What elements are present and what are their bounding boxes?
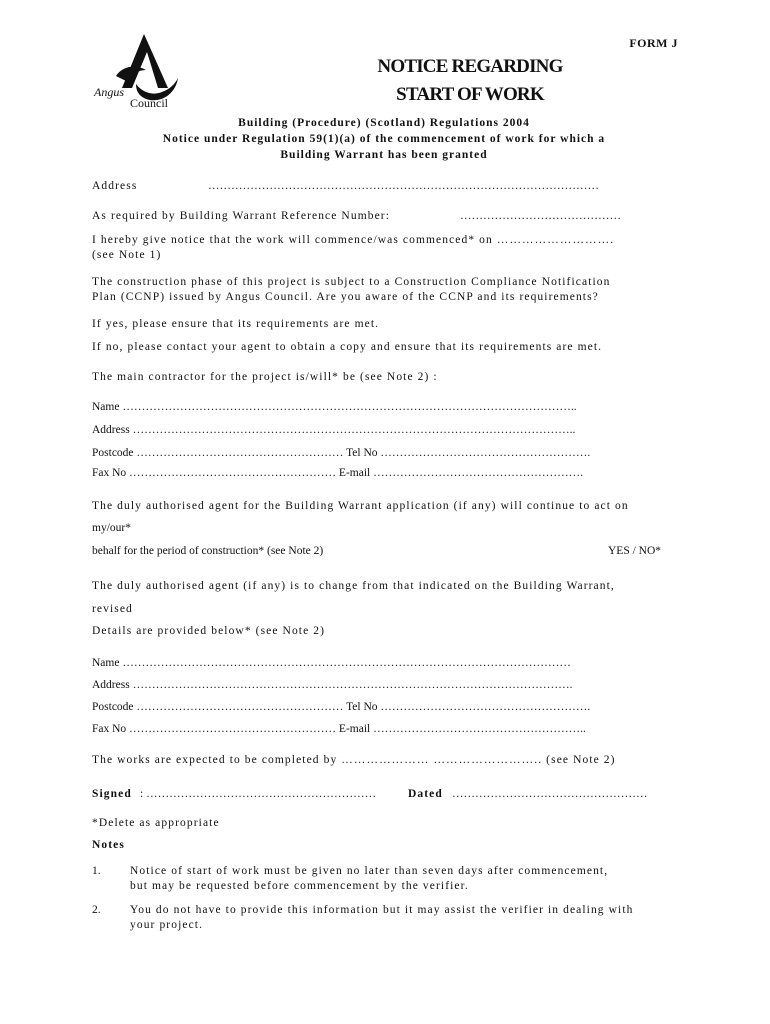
logo-text-council: Council	[130, 96, 168, 110]
agent-text-line-1: The duly authorised agent for the Building Warrant application (if any) will continue to act on	[92, 500, 629, 512]
agent-change-line-1: The duly authorised agent (if any) is to change from that indicated on the Building Warrant,	[92, 580, 615, 592]
commence-statement[interactable]: I hereby give notice that the work will commence/was commenced* on ……………………….	[92, 234, 615, 246]
address-field[interactable]: …………………………………………………………………………………………	[208, 180, 599, 192]
contractor-name-field[interactable]: Name ………………………………………………………………………………………………………..	[92, 401, 577, 413]
delete-note: *Delete as appropriate	[92, 817, 220, 829]
agent-change-line-3: Details are provided below* (see Note 2)	[92, 625, 326, 637]
signed-field[interactable]: : ……………………………………………………	[140, 788, 377, 800]
note-1-line-1: Notice of start of work must be given no later than seven days after commencement,	[130, 865, 609, 877]
subtitle-line-1: Building (Procedure) (Scotland) Regulations 2004	[238, 117, 530, 129]
ccnp-if-yes: If yes, please ensure that its requirements are met.	[92, 318, 380, 330]
note-1-line-2: but may be requested before commencement by the verifier.	[130, 880, 469, 892]
agent-change-line-2: revised	[92, 603, 133, 615]
contractor-postcode-tel-field[interactable]: Postcode ……………………………………………… Tel No ……………………………………………….	[92, 447, 591, 459]
page-title-line-1: NOTICE REGARDING	[377, 56, 563, 77]
signed-label: Signed	[92, 788, 132, 800]
new-agent-address-field[interactable]: Address …………………………………………………………………………………………………….	[92, 679, 573, 691]
subtitle-line-2: Notice under Regulation 59(1)(a) of the commencement of work for which a	[162, 133, 606, 145]
new-agent-fax-email-field[interactable]: Fax No ……………………………………………… E-mail ………………………………………………..	[92, 723, 586, 735]
ccnp-text-line-2: Plan (CCNP) issued by Angus Council. Are you aware of the CCNP and its requirements?	[92, 291, 599, 303]
note-2-line-2: your project.	[130, 919, 204, 931]
form-label: FORM J	[629, 36, 678, 50]
page-title-line-2: START OF WORK	[396, 84, 544, 105]
ccnp-if-no: If no, please contact your agent to obtain a copy and ensure that its requirements are met.	[92, 341, 603, 353]
council-logo	[92, 30, 187, 110]
notes-heading: Notes	[92, 839, 125, 851]
new-agent-postcode-tel-field[interactable]: Postcode ……………………………………………… Tel No ……………………………………………….	[92, 701, 591, 713]
agent-yes-no-choice[interactable]: YES / NO*	[608, 545, 662, 557]
ccnp-text-line-1: The construction phase of this project is subject to a Construction Compliance Notification	[92, 276, 611, 288]
note-2-number: 2.	[92, 904, 101, 916]
agent-text-line-2: my/our*	[92, 522, 131, 534]
note-1-number: 1.	[92, 865, 101, 877]
completion-date-field[interactable]: The works are expected to be completed by ………………… …………………….. (see Note 2)	[92, 754, 616, 766]
reference-field[interactable]: ……………………………………	[460, 210, 621, 222]
contractor-address-field[interactable]: Address ……………………………………………………………………………………………………..	[92, 424, 576, 436]
angus-council-logo-icon	[92, 30, 187, 110]
address-label: Address	[92, 180, 138, 192]
logo-text-angus: Angus	[94, 85, 124, 99]
new-agent-name-field[interactable]: Name ………………………………………………………………………………………………………	[92, 657, 571, 669]
reference-label: As required by Building Warrant Reference Number:	[92, 210, 391, 222]
agent-text-line-3: behalf for the period of construction* (see Note 2)	[92, 545, 324, 557]
dated-field[interactable]: ……………………………………………	[452, 788, 648, 800]
dated-label: Dated	[408, 788, 443, 800]
commence-note: (see Note 1)	[92, 249, 162, 261]
subtitle-line-3: Building Warrant has been granted	[280, 149, 488, 161]
note-2-line-1: You do not have to provide this information but it may assist the verifier in dealing with	[130, 904, 634, 916]
contractor-fax-email-field[interactable]: Fax No ……………………………………………… E-mail ……………………………………………….	[92, 467, 583, 479]
contractor-intro: The main contractor for the project is/will* be (see Note 2) :	[92, 371, 438, 383]
